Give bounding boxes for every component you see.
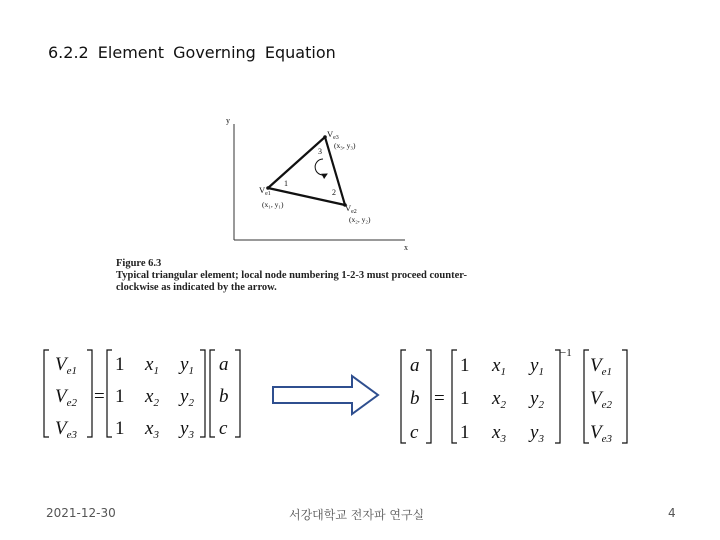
vector-entry: c <box>219 418 228 439</box>
node-number-2: 2 <box>332 188 336 197</box>
matrix-cell: 1 <box>460 355 470 376</box>
left-equals-sign: = <box>94 386 105 407</box>
matrix-cell: $x_1$ <box>145 354 159 377</box>
matrix-cell: $y_1$ <box>180 354 194 377</box>
vertex-3-label: $V_{e3}$ <box>327 129 339 141</box>
vertex-3-coord: (x₃, y₃) <box>334 141 356 150</box>
rhs-ve2: $V_{e2}$ <box>590 388 612 411</box>
caption-title: Figure 6.3 <box>116 258 162 269</box>
matrix-cell: $x_2$ <box>492 388 506 411</box>
vertex-2-coord: (x₂, y₂) <box>349 215 371 224</box>
y-axis-label: y <box>226 116 230 125</box>
x-axis-label: x <box>404 243 408 252</box>
footer-lab-name: 서강대학교 전자파 연구실 <box>289 508 425 522</box>
implies-arrow-icon <box>273 376 378 414</box>
slide-title: 6.2.2 Element Governing Equation <box>48 43 336 62</box>
matrix-cell: $y_3$ <box>530 422 544 445</box>
matrix-cell: 1 <box>115 418 125 439</box>
matrix-cell: $x_2$ <box>145 386 159 409</box>
footer-date: 2021-12-30 <box>46 506 116 520</box>
vector-entry: c <box>410 422 419 443</box>
ccw-arrow-icon <box>315 159 327 175</box>
lhs-ve3: $V_{e3}$ <box>55 418 77 441</box>
caption-line-2: clockwise as indicated by the arrow. <box>116 282 277 293</box>
left-coefficient-matrix <box>107 350 205 441</box>
matrix-cell: $y_2$ <box>180 386 194 409</box>
matrix-cell: $y_3$ <box>180 418 194 441</box>
left-lhs-vector <box>44 350 92 441</box>
right-coefficient-matrix <box>452 350 560 445</box>
right-unknown-vector <box>401 350 431 443</box>
vector-entry: b <box>410 388 420 409</box>
lhs-ve1: $V_{e1}$ <box>55 354 77 377</box>
matrix-cell: 1 <box>460 422 470 443</box>
triangle-figure <box>226 116 408 252</box>
matrix-cell: $x_1$ <box>492 355 506 378</box>
matrix-cell: 1 <box>460 388 470 409</box>
left-unknown-vector <box>210 350 240 439</box>
matrix-cell: 1 <box>115 386 125 407</box>
lhs-ve2: $V_{e2}$ <box>55 386 77 409</box>
vector-entry: b <box>219 386 229 407</box>
node-number-1: 1 <box>284 179 288 188</box>
equation-right <box>401 347 627 445</box>
matrix-cell: 1 <box>115 354 125 375</box>
rhs-ve3: $V_{e3}$ <box>590 422 612 445</box>
vertex-1-label: $V_{e1}$ <box>259 185 271 197</box>
matrix-cell: $y_1$ <box>530 355 544 378</box>
node-number-3: 3 <box>318 147 322 156</box>
vertex-1-dot <box>266 186 270 190</box>
matrix-cell: $x_3$ <box>492 422 506 445</box>
caption-line-1: Typical triangular element; local node numbering 1-2-3 must proceed counter- <box>116 270 468 281</box>
vector-entry: a <box>410 355 420 376</box>
matrix-cell: $y_2$ <box>530 388 544 411</box>
equation-left <box>44 350 240 441</box>
right-equals-sign: = <box>434 388 445 409</box>
footer-page-number: 4 <box>668 506 676 520</box>
matrix-cell: $x_3$ <box>145 418 159 441</box>
rhs-ve1: $V_{e1}$ <box>590 355 612 378</box>
figure-caption <box>116 258 536 294</box>
right-source-vector <box>584 350 627 445</box>
vertex-1-coord: (x₁, y₁) <box>262 200 284 209</box>
inverse-exponent: −1 <box>560 347 572 359</box>
vertex-2-label: $V_{e2}$ <box>345 203 357 215</box>
vector-entry: a <box>219 354 229 375</box>
